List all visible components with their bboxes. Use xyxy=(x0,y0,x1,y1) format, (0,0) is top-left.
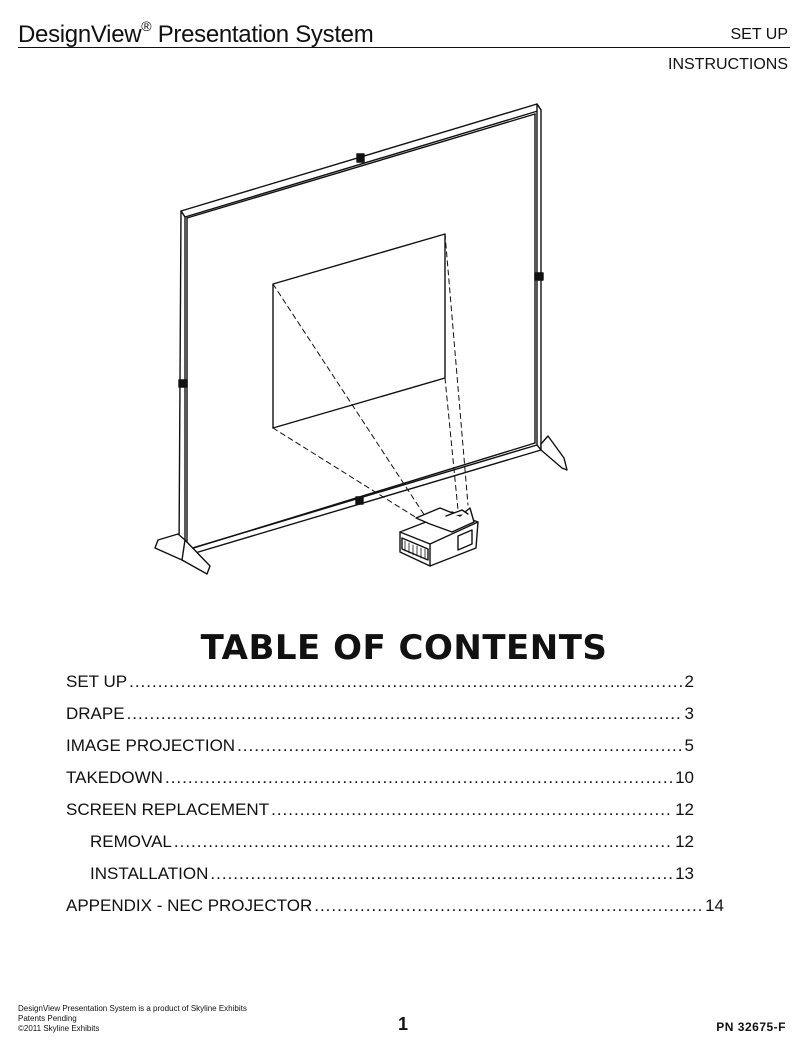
projected-image xyxy=(273,234,445,428)
footer-patents-line: Patents Pending xyxy=(18,1014,77,1023)
section-label-line2: INSTRUCTIONS xyxy=(668,56,788,73)
part-number: PN 32675-F xyxy=(716,1020,786,1034)
toc-entry-set-up[interactable] xyxy=(66,672,694,696)
toc-entry-image-projection[interactable] xyxy=(66,736,694,760)
header-rule xyxy=(18,47,790,48)
section-label-line1: SET UP xyxy=(730,26,788,43)
projector xyxy=(400,508,478,566)
connector-bottom xyxy=(356,497,363,504)
toc-entry-label: TAKEDOWN xyxy=(66,768,163,787)
brand-name: DesignView xyxy=(18,21,142,48)
toc-entry-takedown[interactable] xyxy=(66,768,694,792)
dot-leader xyxy=(174,832,673,852)
toc-entry-label: APPENDIX - NEC PROJECTOR xyxy=(66,896,313,915)
dot-leader xyxy=(129,672,682,692)
toc-entry-label: REMOVAL xyxy=(90,832,172,851)
connector-right xyxy=(535,273,543,280)
toc-entry-page: 12 xyxy=(675,800,694,819)
toc-entry-label: SCREEN REPLACEMENT xyxy=(66,800,270,819)
footer-notice xyxy=(18,1004,247,1034)
toc-entry-appendix-nec-projector[interactable] xyxy=(66,896,724,920)
dot-leader xyxy=(210,864,673,884)
toc-entry-page: 13 xyxy=(675,864,694,883)
toc-entry-page: 3 xyxy=(684,704,694,723)
product-name: Presentation System xyxy=(157,21,374,48)
connector-left xyxy=(179,380,187,387)
toc-entry-screen-replacement[interactable] xyxy=(66,800,694,824)
dot-leader xyxy=(314,896,703,916)
toc-entry-label: SET UP xyxy=(66,672,128,691)
toc-entry-removal[interactable] xyxy=(90,832,694,856)
toc-entry-page: 14 xyxy=(705,896,724,915)
connector-top xyxy=(357,154,364,162)
toc-title: TABLE OF CONTENTS xyxy=(200,628,608,668)
document-title xyxy=(18,20,373,49)
right-foot xyxy=(541,436,567,470)
toc-entry-page: 5 xyxy=(684,736,694,755)
toc-entry-drape[interactable] xyxy=(66,704,694,728)
dot-leader xyxy=(165,768,673,788)
toc-entry-label: DRAPE xyxy=(66,704,125,723)
registered-mark: ® xyxy=(141,18,152,34)
screen-projector-illustration xyxy=(150,100,580,580)
dot-leader xyxy=(127,704,683,724)
dot-leader xyxy=(237,736,682,756)
footer-product-line: DesignView Presentation System is a product of Skyline Exhibits xyxy=(18,1004,247,1013)
toc-entry-installation[interactable] xyxy=(90,864,694,888)
toc-entry-label: INSTALLATION xyxy=(90,864,209,883)
page-number: 1 xyxy=(398,1014,409,1034)
toc-entry-page: 10 xyxy=(675,768,694,787)
toc-entry-label: IMAGE PROJECTION xyxy=(66,736,236,755)
footer-copyright-line: ©2011 Skyline Exhibits xyxy=(18,1024,100,1033)
toc-entry-page: 2 xyxy=(684,672,694,691)
dot-leader xyxy=(271,800,673,820)
toc-entry-page: 12 xyxy=(675,832,694,851)
